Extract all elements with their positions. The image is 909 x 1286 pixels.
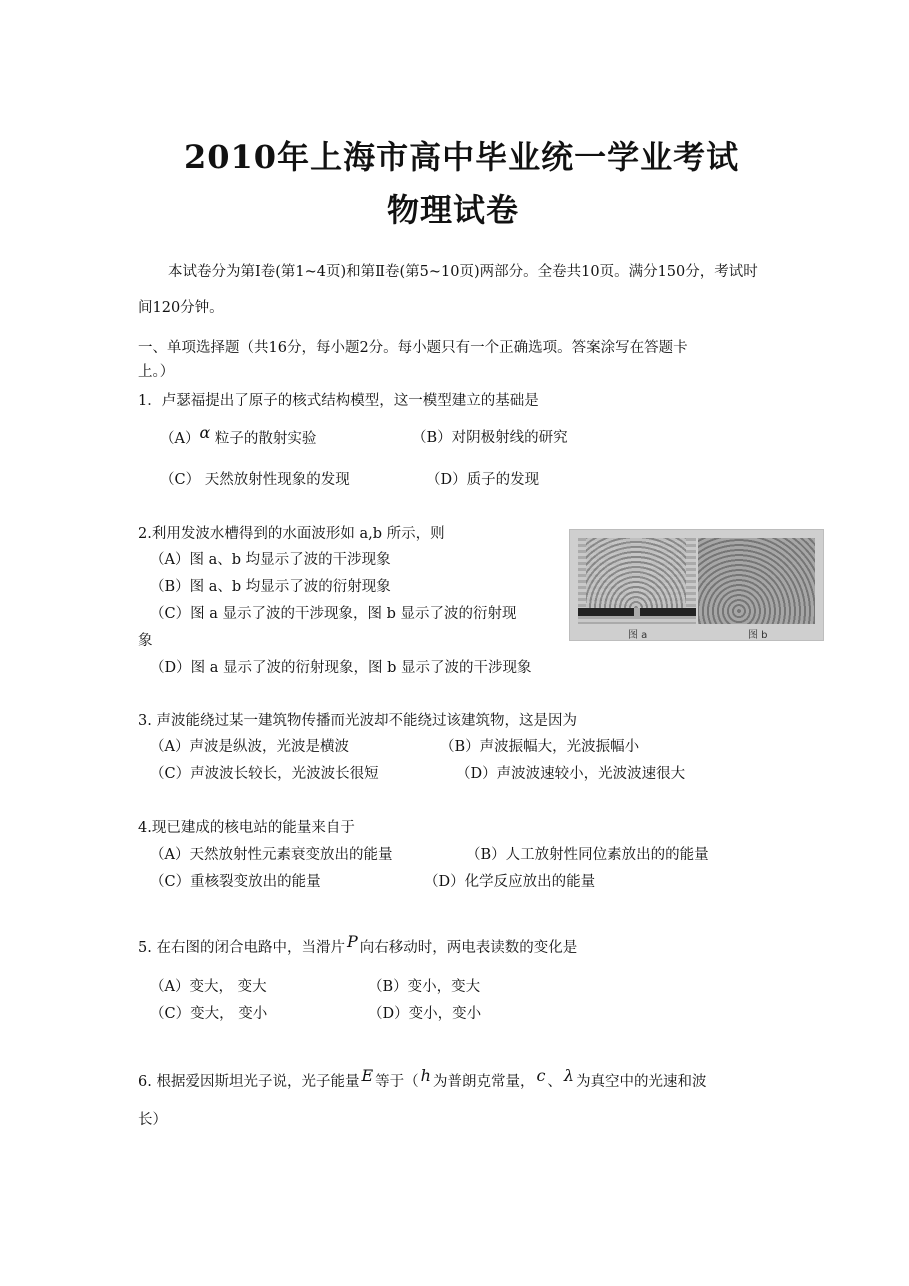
q3-option-d: （D）声波波速较小，光波波速很大 — [456, 766, 686, 782]
q5-stem-post: 向右移动时，两电表读数的变化是 — [359, 940, 578, 956]
q1-option-b: （B）对阴极射线的研究 — [412, 430, 568, 446]
q6-part-3: 为普朗克常量， — [432, 1074, 535, 1090]
q4-option-d: （D）化学反应放出的能量 — [424, 874, 596, 890]
q4-stem: 4.现已建成的核电站的能量来自于 — [138, 820, 355, 836]
wavelength-variable-lambda: λ — [563, 1066, 575, 1085]
q6-part-2: 等于（ — [375, 1074, 419, 1090]
q4-option-c: （C）重核裂变放出的能量 — [150, 874, 321, 890]
q1-option-d: （D）质子的发现 — [426, 472, 540, 488]
q3-option-c: （C）声波波长较长，光波波长很短 — [150, 766, 379, 782]
q2-option-c-cont: 象 — [138, 633, 153, 649]
intro-line-2: 间120分钟。 — [138, 300, 224, 316]
q4-option-a: （A）天然放射性元素衰变放出的能量 — [150, 847, 393, 863]
q3-stem: 3. 声波能绕过某一建筑物传播而光波却不能绕过该建筑物，这是因为 — [138, 713, 577, 729]
q1-a-label: （A） — [160, 431, 200, 447]
q2-stem: 2.利用发波水槽得到的水面波形如 a,b 所示，则 — [138, 526, 445, 542]
exam-title: 2010年上海市高中毕业统一学业考试 — [184, 138, 740, 176]
q5-option-b: （B）变小，变大 — [368, 979, 481, 995]
q5-stem — [138, 932, 578, 958]
q1-option-c: （C） 天然放射性现象的发现 — [160, 472, 350, 488]
q1-a-text: 粒子的散射实验 — [214, 431, 317, 447]
q6-part-1: 6. 根据爱因斯坦光子说，光子能量 — [138, 1074, 360, 1090]
q6-stem — [138, 1066, 707, 1092]
q1-option-a — [160, 423, 317, 449]
section-heading: 一、单项选择题（共16分，每小题2分。每小题只有一个正确选项。答案涂写在答题卡 — [138, 340, 688, 356]
q4-option-b: （B）人工放射性同位素放出的的能量 — [466, 847, 709, 863]
q5-stem-pre: 5. 在右图的闭合电路中，当滑片 — [138, 940, 345, 956]
figure-b-image — [698, 538, 815, 624]
q2-option-a: （A）图 a、b 均显示了波的干涉现象 — [150, 552, 391, 568]
alpha-symbol: α — [199, 423, 211, 442]
q3-option-b: （B）声波振幅大，光波振幅小 — [440, 739, 640, 755]
energy-variable-e: E — [361, 1066, 374, 1085]
figure-a-caption: 图 a — [628, 630, 648, 641]
q5-option-d: （D）变小，变小 — [368, 1006, 482, 1022]
intro-line-1: 本试卷分为第Ⅰ卷(第1~4页)和第Ⅱ卷(第5~10页)两部分。全卷共10页。满分150分，考试时 — [168, 264, 758, 280]
slider-variable-p: P — [346, 932, 358, 951]
q3-option-a: （A）声波是纵波，光波是横波 — [150, 739, 349, 755]
q5-option-a: （A）变大， 变大 — [150, 979, 267, 995]
q6-stem-cont: 长） — [138, 1112, 167, 1128]
section-heading-cont: 上。） — [138, 364, 175, 380]
q2-option-d: （D）图 a 显示了波的衍射现象，图 b 显示了波的干涉现象 — [150, 660, 532, 676]
light-speed-variable-c: c — [536, 1066, 546, 1085]
figure-b-caption: 图 b — [748, 630, 768, 641]
q5-option-c: （C）变大， 变小 — [150, 1006, 268, 1022]
wave-figure — [569, 529, 824, 641]
q6-part-4: 、 — [547, 1074, 562, 1090]
q2-option-c: （C）图 a 显示了波的干涉现象，图 b 显示了波的衍射现 — [150, 606, 517, 622]
q2-option-b: （B）图 a、b 均显示了波的衍射现象 — [150, 579, 391, 595]
planck-variable-h: h — [420, 1066, 431, 1085]
exam-subtitle: 物理试卷 — [387, 191, 520, 229]
q1-stem: 1．卢瑟福提出了原子的核式结构模型，这一模型建立的基础是 — [138, 393, 539, 409]
q6-part-5: 为真空中的光速和波 — [576, 1074, 707, 1090]
figure-a-image — [578, 538, 696, 624]
